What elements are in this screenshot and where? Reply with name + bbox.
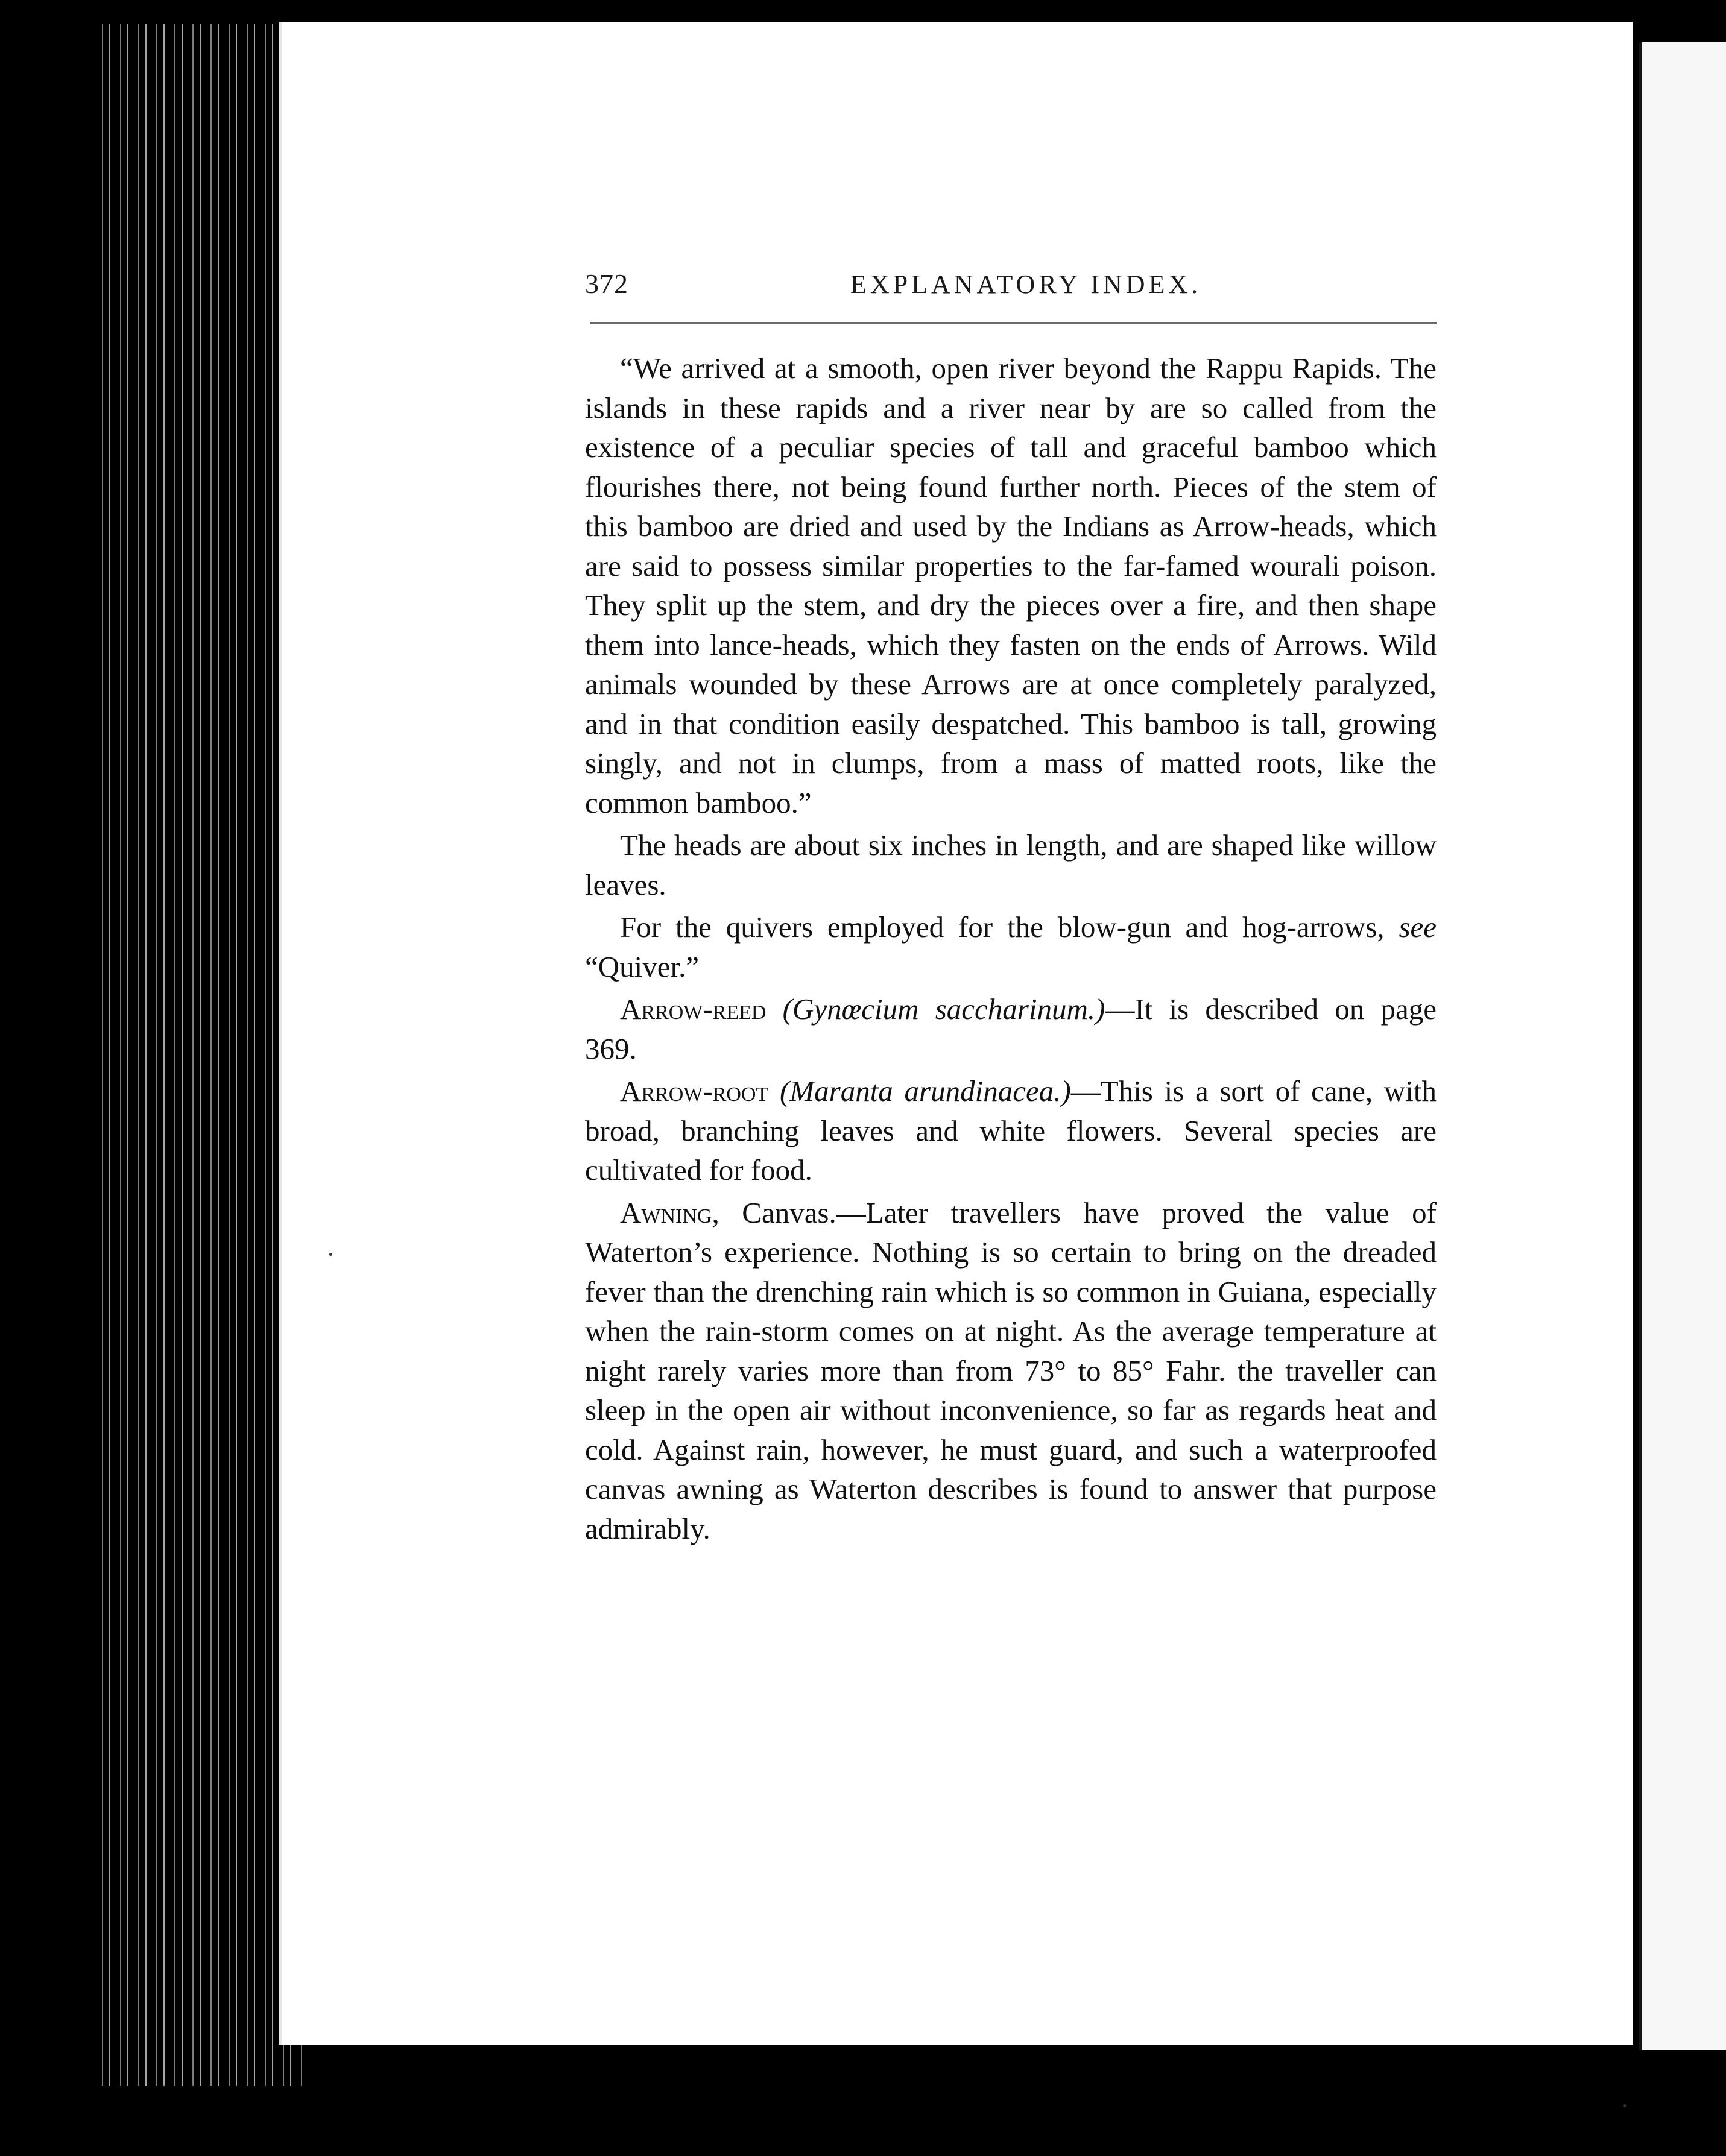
entry-term-rest: , Canvas. [712,1196,836,1229]
entry-text: —It is described on page 369. [585,992,1437,1065]
entry-text: —This is a sort of cane, with broad, branching leaves and white flowers. Several species are cultivated for food. [585,1074,1437,1187]
page-number: 372 [585,268,628,299]
see-word: see [1399,910,1437,944]
header-rule [590,322,1437,324]
quivers-text: For the quivers employed for the blow-gun and hog-arrows, [620,910,1385,944]
running-head [585,268,1435,306]
running-title: EXPLANATORY INDEX. [850,270,1202,299]
heads-paragraph: The heads are about six inches in length, and are shaped like willow leaves. [585,828,1437,901]
body-text [585,348,1437,1551]
quote-paragraph: “We arrived at a smooth, open river beyond the Rappu Rapids. The islands in these rapids and a river near by are so called from the existence of a peculiar species of tall and graceful bamboo which flourishes there, not being found further north. Pieces of the stem of this bamboo are dried and used by the Indians as Arrow-heads, which are said to possess similar properties to the far-famed wourali poison. They split up the stem, and dry the pieces over a fire, and then shape them into lance-heads, which they fasten on the ends of Arrows. Wild animals wounded by these Arrows are at once completely paralyzed, and in that condition easily despatched. This bamboo is tall, growing singly, and not in clumps, from a mass of matted roots, like the common bamboo.” [585,351,1437,819]
entry-arrow-reed [585,989,1437,1068]
entry-arrow-root [585,1071,1437,1190]
entry-awning [585,1193,1437,1549]
page-edges [96,24,302,2086]
entry-term: Awning [620,1196,712,1229]
scan-speck [1623,2104,1626,2107]
entry-latin-name: (Maranta arundinacea.) [779,1074,1071,1108]
entry-term: Arrow-reed [620,992,767,1026]
scan-speck [329,1253,332,1256]
entry-term: Arrow-root [620,1074,769,1108]
entry-latin-name: (Gynœcium saccharinum.) [782,992,1105,1026]
entry-text: —Later travellers have proved the value of Waterton’s experience. Nothing is so certain to bring on the dreaded fever than the drenching rain which is so common in Guiana, especially when the rain-storm comes on at night. As the average temperature at night rarely varies more than from 73° to 85° Fahr. the traveller can sleep in the open air without inconvenience, so far as regards heat and cold. Against rain, however, he must guard, and such a waterproofed canvas awning as Waterton describes is found to answer that purpose admirably. [585,1196,1437,1545]
quiver-reference: “Quiver.” [585,950,700,983]
quivers-paragraph [585,907,1437,986]
facing-page-edge [1639,42,1726,2050]
